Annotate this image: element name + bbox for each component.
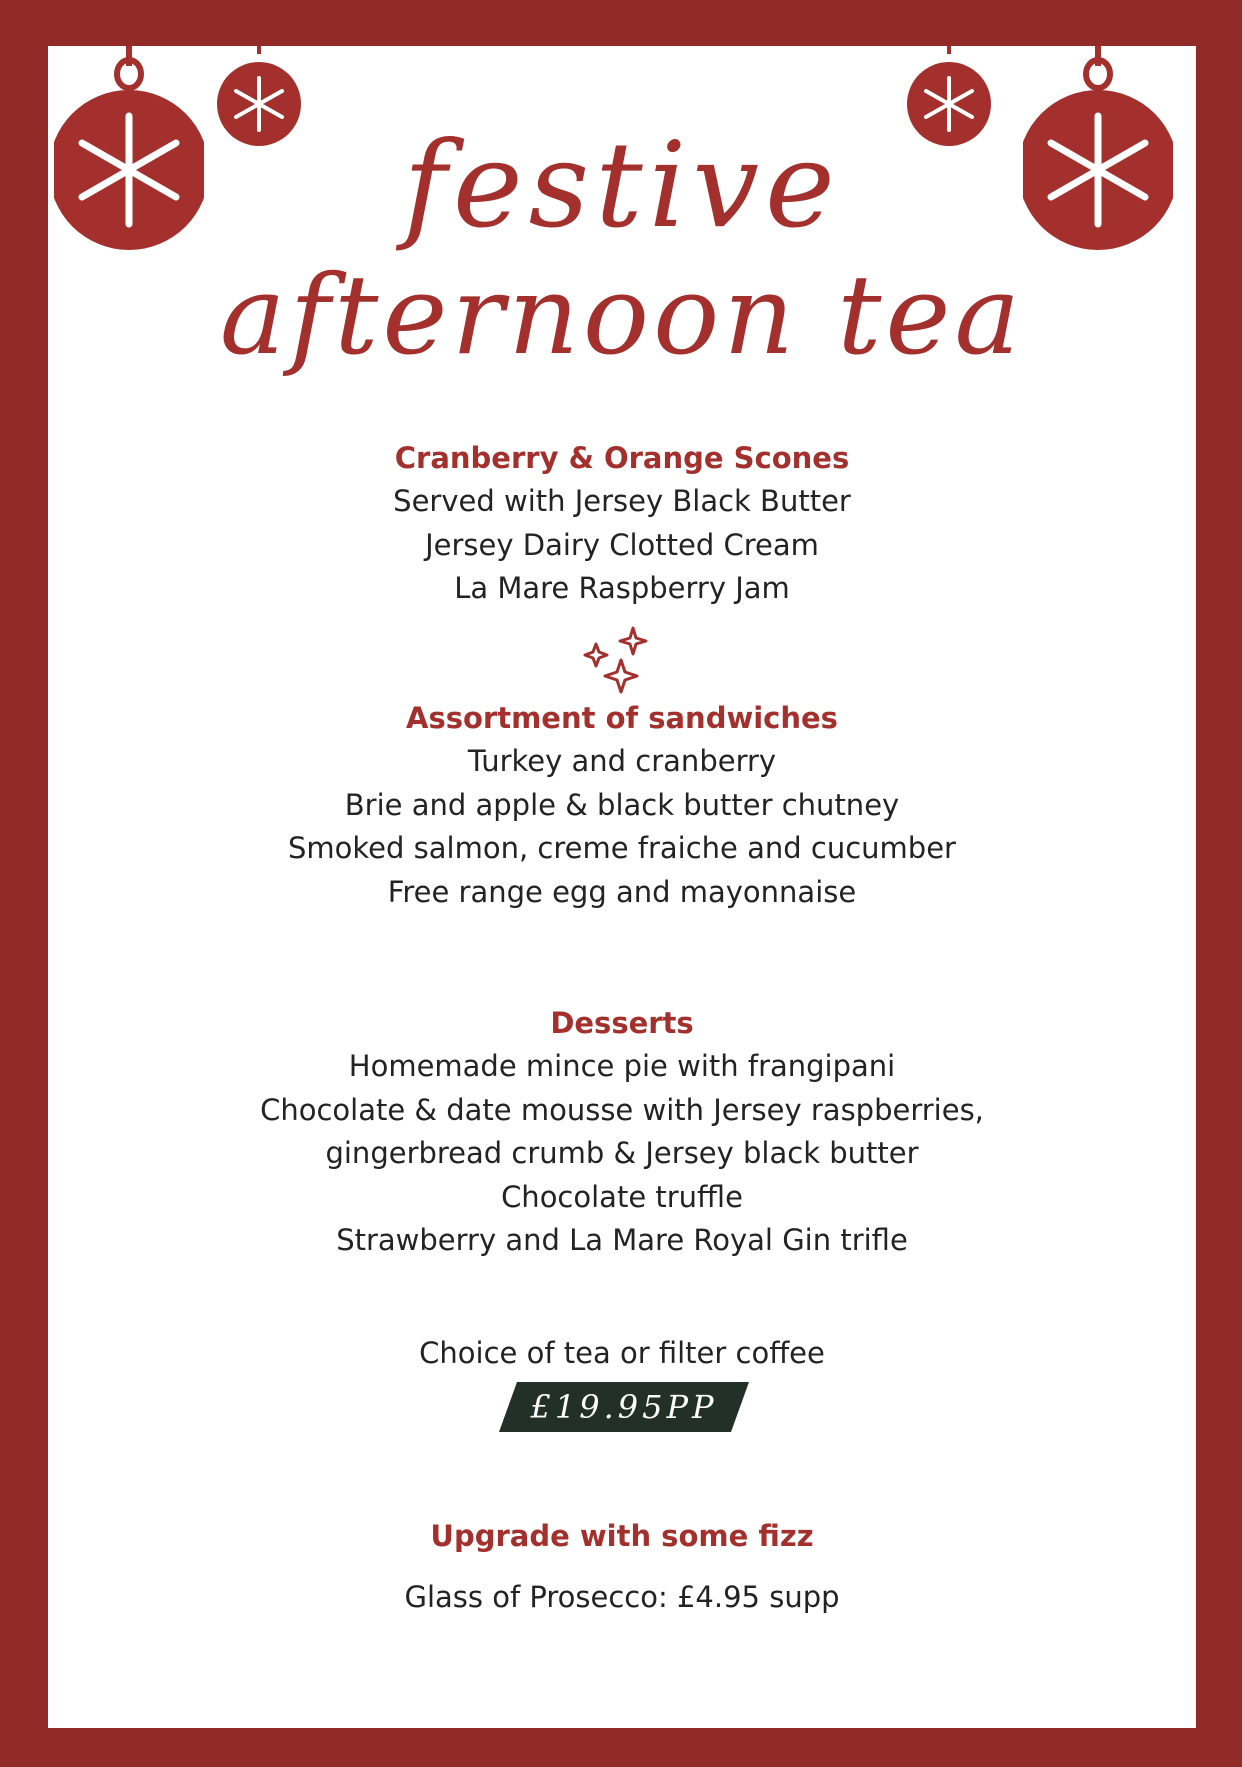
scones-heading: Cranberry & Orange Scones xyxy=(394,441,850,475)
title-line-1: festive xyxy=(403,116,841,254)
scones-item: La Mare Raspberry Jam xyxy=(454,571,790,605)
desserts-item: Homemade mince pie with frangipani xyxy=(348,1049,896,1083)
drink-section xyxy=(48,1332,1196,1376)
desserts-section xyxy=(48,1001,1196,1263)
sparkle-icon xyxy=(578,624,668,696)
scones-item: Jersey Dairy Clotted Cream xyxy=(425,527,819,562)
desserts-heading: Desserts xyxy=(550,1006,694,1040)
sandwiches-item: Smoked salmon, creme fraiche and cucumber xyxy=(288,831,956,865)
upgrade-section xyxy=(48,1514,1196,1558)
sandwiches-item: Turkey and cranberry xyxy=(467,744,777,778)
price-text: £19.95PP xyxy=(530,1388,718,1426)
sandwiches-item: Brie and apple & black butter chutney xyxy=(344,787,900,822)
menu-page xyxy=(48,46,1196,1728)
upgrade-detail-section xyxy=(48,1576,1196,1620)
desserts-item: Strawberry and La Mare Royal Gin trifle xyxy=(336,1223,908,1257)
sandwiches-item: Free range egg and mayonnaise xyxy=(387,874,857,909)
sandwiches-section xyxy=(48,696,1196,914)
desserts-item: gingerbread crumb & Jersey black butter xyxy=(325,1136,919,1170)
scones-section xyxy=(48,436,1196,611)
upgrade-detail: Glass of Prosecco: £4.95 supp xyxy=(404,1580,840,1614)
scones-item: Served with Jersey Black Butter xyxy=(393,484,851,518)
title-line-2: afternoon tea xyxy=(219,251,1025,379)
desserts-item: Chocolate & date mousse with Jersey raspberries, xyxy=(260,1092,984,1127)
upgrade-heading: Upgrade with some fizz xyxy=(430,1519,814,1553)
sandwiches-heading: Assortment of sandwiches xyxy=(406,701,838,735)
desserts-item: Chocolate truffle xyxy=(501,1179,743,1214)
price-badge xyxy=(499,1382,749,1432)
drink-choice: Choice of tea or filter coffee xyxy=(419,1336,825,1370)
